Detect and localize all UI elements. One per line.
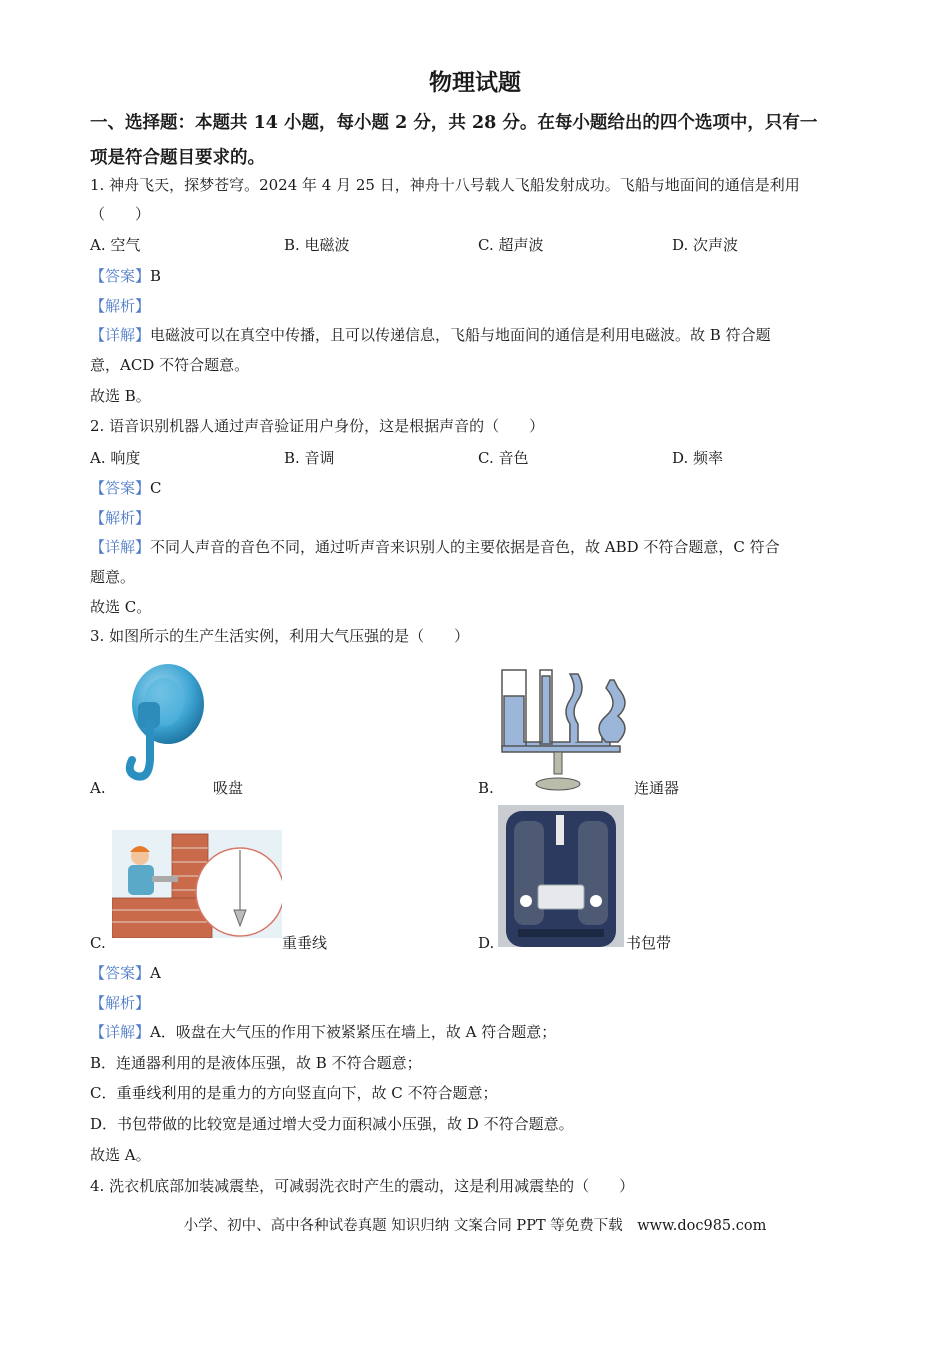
q3-detail-line-4: D．书包带做的比较宽是通过增大受力面积减小压强，故 D 不符合题意。 [90,1115,574,1133]
q3-option-a-caption: 吸盘 [213,779,244,797]
section-heading-line-2: 项是符合题目要求的。 [90,148,265,168]
q3-option-c-caption: 重垂线 [282,934,328,952]
q3-option-b-caption: 连通器 [634,779,680,797]
plumb-line-image [112,830,282,938]
q1-option-c: C. 超声波 [478,236,544,254]
q2-option-a: A. 响度 [90,449,141,467]
q1-detail-line-2: 意，ACD 不符合题意。 [90,356,250,374]
q1-analysis-tag [90,295,150,317]
q2-option-b: B. 音调 [284,449,335,467]
backpack-image [498,805,624,947]
section-tag: 【答案】 [90,964,151,982]
q1-option-a: A. 空气 [90,236,141,254]
q3-option-a-letter: A. [90,779,106,797]
q3-detail-line-3: C．重垂线利用的是重力的方向竖直向下，故 C 不符合题意； [90,1084,498,1102]
q1-stem-line-2: （ ） [90,205,151,223]
q1-option-d: D. 次声波 [672,236,739,254]
section-tag: 【详解】 [90,538,151,556]
q4-stem: 4. 洗衣机底部加装减震垫，可减弱洗衣时产生的震动，这是利用减震垫的（ ） [90,1177,635,1195]
section-tag: 【解析】 [90,994,151,1012]
q3-detail-line-2: B．连通器利用的是液体压强，故 B 不符合题意； [90,1054,422,1072]
q1-answer: 【答案】B [90,267,162,285]
page-footer: 小学、初中、高中各种试卷真题 知识归纳 文案合同 PPT 等免费下载 www.doc985.com [183,1218,767,1234]
q3-option-b-letter: B. [478,779,494,797]
q3-conclusion: 故选 A。 [90,1146,151,1164]
q3-option-c-letter: C. [90,934,106,952]
section-tag: 【答案】 [90,479,151,497]
q3-detail-line-1: 【详解】A．吸盘在大气压的作用下被紧紧压在墙上，故 A 符合题意； [90,1023,557,1041]
q2-conclusion: 故选 C。 [90,598,152,616]
q1-stem-line-1: 1. 神舟飞天，探梦苍穹。2024 年 4 月 25 日，神舟十八号载人飞船发射成功。飞船与地面间的通信是利用 [90,176,800,194]
q3-option-d-letter: D. [478,934,495,952]
q3-analysis-tag [90,992,150,1014]
q1-detail-line-1: 【详解】电磁波可以在真空中传播，且可以传递信息，飞船与地面间的通信是利用电磁波。故 B 符合题 [90,326,771,344]
section-tag: 【解析】 [90,509,151,527]
q1-option-b: B. 电磁波 [284,236,350,254]
q3-option-d-caption: 书包带 [626,934,672,952]
section-heading [90,106,860,176]
q2-answer: 【答案】C [90,479,162,497]
suction-cup-image [120,662,210,790]
q1-conclusion: 故选 B。 [90,387,151,405]
communicating-vessels-image [496,666,636,792]
section-tag: 【详解】 [90,326,151,344]
q3-answer: 【答案】A [90,964,161,982]
q2-option-c: C. 音色 [478,449,529,467]
section-tag: 【解析】 [90,297,151,315]
q2-analysis-tag [90,507,150,529]
q2-stem: 2. 语音识别机器人通过声音验证用户身份，这是根据声音的（ ） [90,417,545,435]
section-tag: 【详解】 [90,1023,151,1041]
q2-detail-line-2: 题意。 [90,568,136,586]
q3-stem: 3. 如图所示的生产生活实例，利用大气压强的是（ ） [90,627,470,645]
page-title: 物理试题 [429,69,521,96]
q2-detail-line-1: 【详解】不同人声音的音色不同，通过听声音来识别人的主要依据是音色，故 ABD 不符合题意，C 符合 [90,538,780,556]
section-tag: 【答案】 [90,267,151,285]
q2-option-d: D. 频率 [672,449,724,467]
section-heading-line-1: 一、选择题：本题共 14 小题，每小题 2 分，共 28 分。在每小题给出的四个选项中，只有一 [90,113,818,133]
